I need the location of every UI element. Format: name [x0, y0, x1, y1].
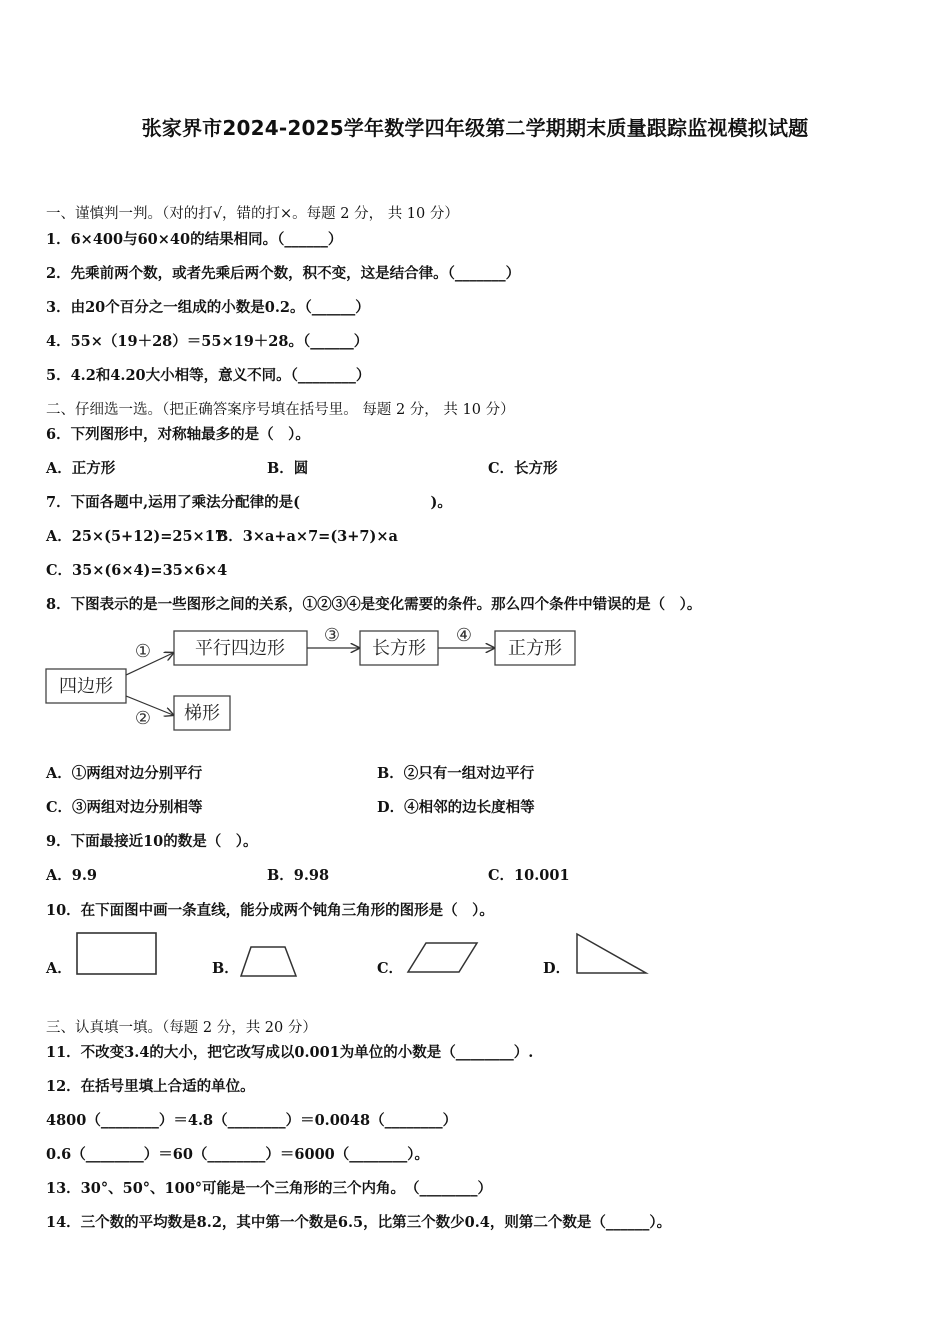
question-4: 4．55×（19＋28）＝55×19＋28。（______）	[46, 333, 369, 350]
question-8-option-d: D．④相邻的边长度相等	[377, 799, 535, 816]
question-10-option-a: A．	[46, 960, 72, 977]
section-3-header: 三、认真填一填。（每题 2 分，共 20 分）	[46, 1020, 317, 1036]
question-9-option-b: B．9.98	[267, 867, 330, 884]
question-10: 10．在下面图中画一条直线，能分成两个钝角三角形的图形是（ ）。	[46, 902, 494, 919]
question-6-option-a: A．正方形	[46, 460, 116, 477]
question-1: 1．6×400与60×40的结果相同。（______）	[46, 231, 343, 248]
question-10-option-d: D．	[543, 960, 571, 977]
square-label: 正方形	[508, 638, 562, 659]
question-6: 6．下列图形中，对称轴最多的是（ ）。	[46, 426, 310, 443]
question-6-option-b: B．圆	[267, 460, 309, 477]
section-2-header: 二、仔细选一选。（把正确答案序号填在括号里。 每题 2 分， 共 10 分）	[46, 402, 515, 418]
question-5: 5．4.2和4.20大小相等，意义不同。（________）	[46, 367, 371, 384]
question-9-option-c: C．10.001	[488, 867, 570, 884]
condition-1-label: ①	[134, 641, 152, 662]
question-8-option-c: C．③两组对边分别相等	[46, 799, 203, 816]
question-14: 14．三个数的平均数是8.2，其中第一个数是6.5，比第三个数少0.4，则第二个数是（______）。	[46, 1214, 672, 1231]
rectangle-shape	[74, 930, 160, 978]
question-12-line-a: 4800（________）＝4.8（________）＝0.0048（________）	[46, 1112, 458, 1129]
rectangle-label: 长方形	[372, 638, 426, 659]
question-6-option-c: C．长方形	[488, 460, 558, 477]
right-triangle-shape	[574, 931, 650, 977]
question-7-option-a: A．25×(5+12)=25×17	[46, 528, 225, 545]
question-8: 8．下图表示的是一些图形之间的关系，①②③④是变化需要的条件。那么四个条件中错误的是（ ）。	[46, 596, 702, 613]
question-7: 7．下面各题中,运用了乘法分配律的是( )。	[46, 494, 452, 511]
question-3: 3．由20个百分之一组成的小数是0.2。（______）	[46, 299, 370, 316]
question-12: 12．在括号里填上合适的单位。	[46, 1078, 255, 1095]
question-7-option-c: C．35×(6×4)=35×6×4	[46, 562, 228, 579]
condition-3-label: ③	[323, 625, 341, 646]
parallelogram-shape	[405, 940, 481, 976]
shape-relation-diagram	[40, 620, 600, 740]
question-9: 9．下面最接近10的数是（ ）。	[46, 833, 258, 850]
question-10-option-b: B．	[212, 960, 239, 977]
question-11: 11．不改变3.4的大小，把它改写成以0.001为单位的小数是（________）.	[46, 1044, 534, 1061]
trapezoid-label: 梯形	[184, 703, 220, 724]
question-8-option-a: A．①两组对边分别平行	[46, 765, 203, 782]
page-title: 张家界市2024-2025学年数学四年级第二学期期末质量跟踪监视模拟试题	[141, 116, 809, 140]
condition-2-label: ②	[134, 708, 152, 729]
question-12-line-b: 0.6（________）＝60（________）＝6000（________）。	[46, 1146, 430, 1163]
question-9-option-a: A．9.9	[46, 867, 97, 884]
question-10-option-c: C．	[377, 960, 404, 977]
quadrilateral-label: 四边形	[59, 676, 113, 697]
question-7-option-b: B．3×a+a×7=(3+7)×a	[216, 528, 398, 545]
condition-4-label: ④	[455, 625, 473, 646]
trapezoid-shape	[238, 944, 300, 980]
section-1-header: 一、谨慎判一判。（对的打√，错的打×。每题 2 分， 共 10 分）	[46, 206, 459, 222]
question-8-option-b: B．②只有一组对边平行	[377, 765, 535, 782]
question-13: 13．30°、50°、100°可能是一个三角形的三个内角。 （________）	[46, 1180, 493, 1197]
question-2: 2．先乘前两个数，或者先乘后两个数，积不变，这是结合律。（_______）	[46, 265, 521, 282]
parallelogram-label: 平行四边形	[195, 638, 285, 659]
